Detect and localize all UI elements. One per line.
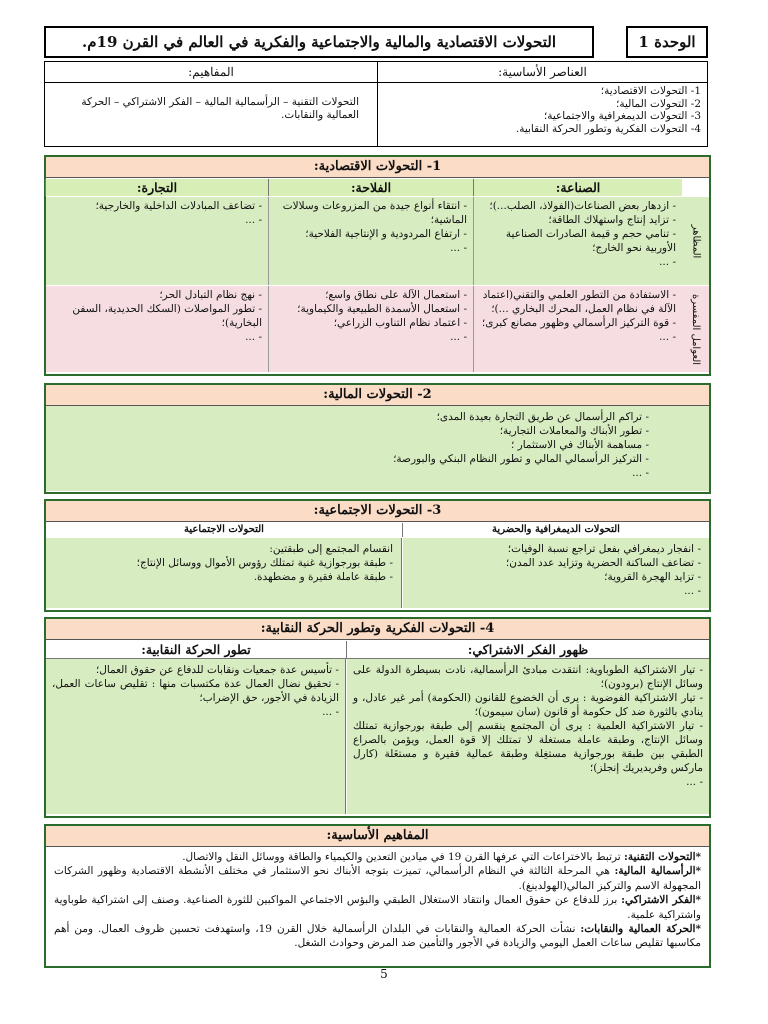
list-item: - اعتماد نظام التناوب الزراعي؛ [333,317,467,329]
concept-item [54,864,701,893]
socialism-heading: ظهور الفكر الاشتراكي: [347,641,709,659]
header [44,26,708,56]
list-item: - استعمال الأسمدة الطبيعية والكيماوية؛ [297,303,467,315]
concepts-text: التحولات التقنية – الرأسمالية المالية – الفكر الاشتراكي – الحركة العمالية والنقابات. [81,96,359,121]
social-list [46,538,402,608]
trade-manifestations [46,197,268,285]
list-item: - نهج نظام التبادل الحر؛ [159,289,262,301]
concept-definition: برز للدفاع عن حقوق العمال وانتقاد الاستغلال الطبقي والبؤس الاجتماعي المواكبين للثورة الصناعية. وصنف إلى اشتراكية طوباوية واشتراكية علمية. [54,894,701,921]
trade-heading: التجارة: [45,179,268,196]
element-item: 2- التحولات المالية؛ [616,97,701,110]
demographic-heading: التحولات الديمغرافية والحضرية [403,523,709,537]
list-item: - تحقيق نضال العمال عدة مكتسبات منها : تقليص ساعات العمل، الزيادة في الأجور، حق الإضراب؛ [52,678,339,704]
list-item: - تراكم الرأسمال عن طريق التجارة بعيدة المدى؛ [436,411,649,423]
basic-concepts-section [44,824,711,968]
concept-term: *الرأسمالية المالية: [614,865,701,878]
concept-item [54,850,701,864]
list-item: - تضاعف الساكنة الحضرية وتزايد عدد المدن؛ [505,557,701,569]
list-item: - تزايد إنتاج واستهلاك الطاقة؛ [548,214,676,226]
list-item: - ... [686,776,703,788]
element-item: 4- التحولات الفكرية وتطور الحركة النقابية. [515,122,701,135]
demographic-list [403,538,709,608]
elements-column [377,62,707,146]
social-section [44,499,711,612]
list-item: - تضاعف المبادلات الداخلية والخارجية؛ [95,200,262,212]
list-item: - تيار الاشتراكية الفوضوية : يرى أن الخضوع للقانون (الحكومة) أمر غير عادل، و ينادي بالثورة ضد كل حكومة أو قانون (سان سيمون)؛ [353,692,703,718]
list-item: - تطور الأبناك والمعاملات التجارية؛ [499,425,649,437]
list-item: - الاستفادة من التطور العلمي والتقني(اعتماد الآلة في نظام العمل، المحرك البخاري ...)؛ [482,289,676,315]
concept-definition: هي المرحلة الثالثة في النظام الرأسمالي، تميزت بتوجه الأبناك نحو الاستثمار في مختلف الأنشطة الاقتصادية وظهور الشركات المجهولة الاسم والتركيز المالي(الهولدينغ). [54,865,701,892]
financial-title: 2- التحولات المالية: [46,385,709,406]
thought-title: 4- التحولات الفكرية وتطور الحركة النقابية: [46,619,709,640]
list-item: - طبقة عاملة فقيرة و مضطهدة. [253,571,393,583]
list-item: انقسام المجتمع إلى طبقتين: [269,543,393,555]
page-number: 5 [380,967,388,981]
list-item: - ... [450,242,467,254]
list-item: - ... [684,585,701,597]
concept-item [54,922,701,951]
list-item: - قوة التركيز الرأسمالي وظهور مصانع كبرى؛ [481,317,676,329]
trade-factors [46,286,268,372]
industry-manifestations [473,197,682,285]
union-list [46,659,346,814]
concept-definition: نشأت الحركة العمالية والنقابات في البلدان الرأسمالية خلال القرن 19، واستهدفت تحسين ظروف العمال. ومن أهم مكاسبها تقليص ساعات العمل اليومي والزيادة في الأجور والتأمين ضد المرض وحوادث الشغل. [54,923,701,950]
row-label-manifestations: المظاهر [682,197,709,285]
agriculture-factors [268,286,473,372]
concepts-heading: المفاهيم: [45,62,377,83]
element-item: 3- التحولات الديمغرافية والاجتماعية؛ [543,110,701,122]
row-label-factors: العوامل المفسرة [682,286,709,372]
concept-item [54,893,701,922]
list-item: - ... [659,256,676,268]
social-heading: التحولات الاجتماعية [46,523,403,537]
industry-factors [473,286,682,372]
list-item: - انفجار ديمغرافي بفعل تراجع نسبة الوفيات؛ [507,543,701,555]
financial-section [44,383,711,494]
elements-heading: العناصر الأساسية: [378,62,707,83]
list-item: - ارتفاع المردودية و الإنتاجية الفلاحية؛ [305,228,467,240]
thought-section [44,617,711,818]
industry-heading: الصناعة: [473,179,682,196]
list-item: - ... [632,467,649,479]
list-item: - طبقة بورجوازية غنية تمتلك رؤوس الأموال ووسائل الإنتاج؛ [136,557,393,569]
concept-term: *الفكر الاشتراكي: [621,894,701,907]
economic-section [44,155,711,376]
element-item: 1- التحولات الاقتصادية؛ [600,85,701,97]
social-title: 3- التحولات الاجتماعية: [46,501,709,522]
financial-list [46,406,709,491]
union-heading: تطور الحركة النقابية: [46,641,347,659]
concept-term: *التحولات التقنية: [624,851,701,863]
basic-concepts-list [46,847,709,954]
agriculture-heading: الفلاحة: [268,179,473,196]
socialism-list [347,659,709,814]
list-item: - تيار الاشتراكية العلمية : يرى أن المجتمع ينقسم إلى طبقة بورجوازية تمتلك وسائل الإنتاج، وطبقة عاملة مستغلة لا تمتلك إلا قوة العمل، ويؤمن بالصراع الطبقي بين طبقة بورجوازية مستغِلة وطبقة عمالية فقيرة و مستغَلة (كارل ماركس وفريديريك إنجلز)؛ [353,720,703,774]
economic-title: 1- التحولات الاقتصادية: [46,157,709,178]
intro-table [44,61,708,147]
list-item: - التركيز الرأسمالي المالي و تطور النظام البنكي والبورصة؛ [393,453,649,465]
list-item: - ... [659,331,676,343]
list-item: - تزايد الهجرة القروية؛ [604,571,701,583]
elements-list [384,85,701,135]
list-item: - تأسيس عدة جمعيات ونقابات للدفاع عن حقوق العمال؛ [95,664,339,676]
list-item: - ... [245,214,262,226]
list-item: - ... [450,331,467,343]
list-item: - ازدهار بعض الصناعات(الفولاذ، الصلب...)؛ [489,200,676,212]
concept-definition: ترتبط بالاختراعات التي عرفها القرن 19 في ميادين التعدين والكيمياء والطاقة ووسائل النقل والاتصال. [182,851,625,863]
list-item: - استعمال الآلة على نطاق واسع؛ [325,289,467,301]
list-item: - ... [245,331,262,343]
concepts-column [45,62,377,146]
unit-label: الوحدة 1 [626,26,708,58]
list-item: - تطور المواصلات (السكك الحديدية، السفن البخارية)؛ [72,303,262,329]
list-item: - تنامي حجم و قيمة الصادرات الصناعية الأوربية نحو الخارج؛ [505,228,676,254]
concept-term: *الحركة العمالية والنقابات: [580,923,701,936]
list-item: - مساهمة الأبناك في الاستثمار ؛ [510,439,649,451]
list-item: - تيار الاشتراكية الطوباوية: انتقدت مبادئ الرأسمالية، نادت بسيطرة الدولة على وسائل الإنتاج (برودون)؛ [353,664,703,690]
page-title: التحولات الاقتصادية والمالية والاجتماعية والفكرية في العالم في القرن 19م. [44,26,594,58]
agriculture-manifestations [268,197,473,285]
list-item: - انتقاء أنواع جيدة من المزروعات وسلالات الماشية؛ [282,200,467,226]
list-item: - ... [322,706,339,718]
basic-concepts-title: المفاهيم الأساسية: [46,826,709,847]
